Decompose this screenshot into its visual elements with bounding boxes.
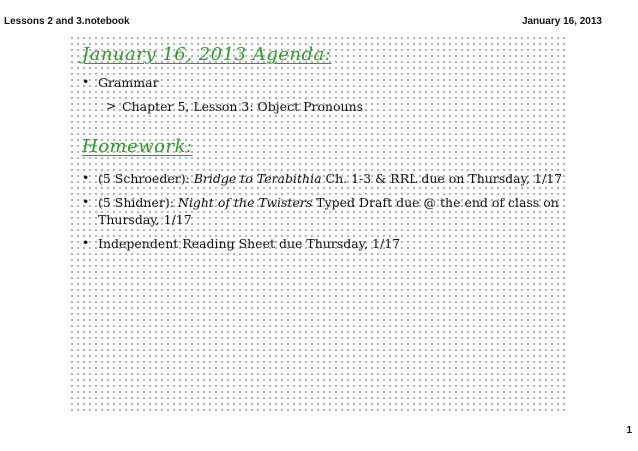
homework-item-schroeder-prefix: (5 Schroeder): <box>98 171 194 186</box>
bullet-icon: • <box>82 194 90 209</box>
homework-item-shidner-suffix: Typed Draft due @ the end of class on <box>312 195 559 210</box>
homework-item-shidner-prefix: (5 Shidner): <box>98 195 178 210</box>
agenda-title: January 16, 2013 Agenda: <box>82 44 332 65</box>
agenda-item-grammar: Grammar <box>98 75 159 90</box>
notebook-filename: Lessons 2 and 3.notebook <box>4 16 130 27</box>
sub-arrow-icon: > <box>106 98 117 113</box>
homework-item-reading-sheet: Independent Reading Sheet due Thursday, 1/17 <box>98 236 401 251</box>
bullet-icon: • <box>82 170 90 185</box>
dotted-notebook-canvas <box>68 34 566 412</box>
homework-item-schroeder-suffix: Ch. 1-3 & RRL due on Thursday, 1/17 <box>321 171 563 186</box>
homework-item-shidner <box>98 194 559 211</box>
book-title-twisters: Night of the Twisters <box>177 195 313 210</box>
book-title-terabithia: Bridge to Terabithia <box>193 171 322 186</box>
page-date: January 16, 2013 <box>521 16 602 27</box>
page-number: 1 <box>626 425 632 436</box>
agenda-subitem-pronouns: Chapter 5, Lesson 3: Object Pronouns <box>122 99 364 114</box>
homework-title: Homework: <box>82 136 193 157</box>
bullet-icon: • <box>82 235 90 250</box>
homework-item-shidner-line2: Thursday, 1/17 <box>98 212 192 227</box>
homework-item-schroeder <box>98 170 562 187</box>
bullet-icon: • <box>82 74 90 89</box>
